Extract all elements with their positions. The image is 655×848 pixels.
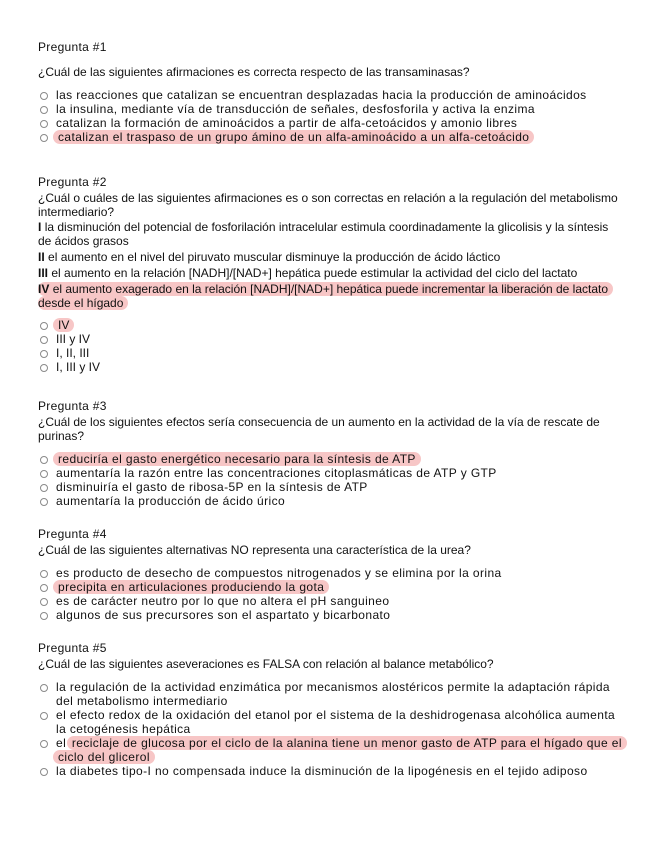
option-label: III y IV [56, 332, 91, 346]
statement-highlight [38, 282, 613, 310]
option-4[interactable] [38, 130, 587, 144]
statement-2 [38, 250, 623, 264]
option-4[interactable] [38, 608, 623, 622]
option-1[interactable] [38, 88, 587, 102]
option-4[interactable] [38, 764, 623, 778]
option-label: disminuiría el gasto de ribosa-5P en la síntesis de ATP [56, 480, 368, 494]
statement-number: IV [38, 282, 50, 296]
option-label: las reacciones que catalizan se encuentran desplazadas hacia la producción de aminoácidos [56, 88, 587, 102]
option-label: catalizan la formación de aminoácidos a partir de alfa-cetoácidos y amonio libres [56, 116, 518, 130]
statement-text: el aumento exagerado en la relación [NADH]/[NAD+] hepática puede incrementar la liberación de lactato desde el hígado [38, 282, 609, 310]
question-title: Pregunta #2 [38, 175, 107, 189]
option-label: I, III y IV [56, 360, 101, 374]
radio-button[interactable] [40, 120, 48, 128]
option-label: es producto de desecho de compuestos nitrogenados y se elimina por la orina [56, 566, 502, 580]
option-3[interactable] [38, 480, 623, 494]
radio-button[interactable] [40, 92, 48, 100]
option-label-highlighted: IV [53, 318, 74, 332]
question-title: Pregunta #4 [38, 527, 107, 541]
option-label: la insulina, mediante vía de transducción de señales, desfosforila y activa la enzima [56, 102, 535, 116]
options-list [38, 452, 623, 508]
statement-text: el aumento en el nivel del piruvato muscular disminuye la producción de ácido láctico [48, 250, 501, 264]
option-label: aumentaría la producción de ácido úrico [56, 494, 286, 508]
option-label-highlighted: catalizan el traspaso de un grupo ámino de un alfa-aminoácido a un alfa-cetoácido [53, 130, 534, 144]
radio-button[interactable] [40, 612, 48, 620]
radio-button[interactable] [40, 740, 48, 748]
option-label: algunos de sus precursores son el aspartato y bicarbonato [56, 608, 391, 622]
question-3 [38, 399, 623, 508]
statement-3 [38, 266, 623, 280]
question-1 [38, 40, 587, 144]
radio-button[interactable] [40, 134, 48, 142]
statement-4 [38, 282, 623, 310]
statement-1 [38, 220, 623, 248]
option-4[interactable] [38, 360, 623, 374]
option-label: el efecto redox de la oxidación del etanol por el sistema de la deshidrogenasa alcohólica aumenta la cetogénesis hepática [56, 708, 616, 736]
option-label-highlighted: reduciría el gasto energético necesario para la síntesis de ATP [53, 452, 421, 466]
question-text: ¿Cuál de las siguientes aseveraciones es FALSA con relación al balance metabólico? [38, 657, 494, 671]
question-title: Pregunta #3 [38, 399, 107, 413]
radio-button[interactable] [40, 456, 48, 464]
option-3[interactable] [38, 346, 623, 360]
question-text: ¿Cuál de los siguientes efectos sería consecuencia de un aumento en la actividad de la vía de rescate de purinas? [38, 415, 600, 443]
option-1[interactable] [38, 318, 623, 332]
radio-button[interactable] [40, 712, 48, 720]
statement-text: el aumento en la relación [NADH]/[NAD+] hepática puede estimular la actividad del ciclo del lactato [51, 266, 578, 280]
radio-button[interactable] [40, 350, 48, 358]
option-4[interactable] [38, 494, 623, 508]
option-label: aumentaría la razón entre las concentraciones citoplasmáticas de ATP y GTP [56, 466, 497, 480]
option-prefix: el [56, 736, 67, 750]
option-label-highlighted: precipita en articulaciones produciendo la gota [53, 580, 329, 594]
radio-button[interactable] [40, 470, 48, 478]
question-2 [38, 175, 623, 374]
statements-list [38, 220, 623, 310]
option-label: la diabetes tipo-I no compensada induce la disminución de la lipogénesis en el tejido adiposo [56, 764, 588, 778]
option-2[interactable] [38, 332, 623, 346]
option-1[interactable] [38, 680, 623, 708]
option-2[interactable] [38, 102, 587, 116]
radio-button[interactable] [40, 322, 48, 330]
option-3[interactable] [38, 116, 587, 130]
options-list [38, 680, 623, 778]
question-4 [38, 527, 623, 622]
option-2[interactable] [38, 466, 623, 480]
question-title: Pregunta #5 [38, 641, 107, 655]
question-text: ¿Cuál de las siguientes afirmaciones es correcta respecto de las transaminasas? [38, 65, 470, 79]
option-2[interactable] [38, 708, 623, 736]
radio-button[interactable] [40, 584, 48, 592]
question-text: ¿Cuál o cuáles de las siguientes afirmaciones es o son correctas en relación a la regulación del metabolismo intermediario? [38, 191, 618, 219]
statement-text: la disminución del potencial de fosforilación intracelular estimula coordinadamente la glicolisis y la síntesis de ácidos grasos [38, 220, 609, 248]
question-5 [38, 641, 623, 778]
option-3[interactable] [38, 594, 623, 608]
option-2[interactable] [38, 580, 623, 594]
option-label: la regulación de la actividad enzimática por mecanismos alostéricos permite la adaptación rápida del metabolismo intermediario [56, 680, 611, 708]
statement-number: II [38, 250, 45, 264]
radio-button[interactable] [40, 598, 48, 606]
option-1[interactable] [38, 566, 623, 580]
statement-number: III [38, 266, 49, 280]
options-list [38, 88, 587, 144]
question-title: Pregunta #1 [38, 40, 107, 54]
radio-button[interactable] [40, 498, 48, 506]
radio-button[interactable] [40, 570, 48, 578]
options-list [38, 318, 623, 374]
option-label-highlighted: reciclaje de glucosa por el ciclo de la alanina tiene un menor gasto de ATP para el hígado que el ciclo del glicerol [53, 736, 627, 764]
option-label: es de carácter neutro por lo que no altera el pH sanguineo [56, 594, 390, 608]
option-1[interactable] [38, 452, 623, 466]
radio-button[interactable] [40, 106, 48, 114]
option-3[interactable] [38, 736, 623, 764]
options-list [38, 566, 623, 622]
radio-button[interactable] [40, 364, 48, 372]
question-text: ¿Cuál de las siguientes alternativas NO representa una característica de la urea? [38, 543, 471, 557]
radio-button[interactable] [40, 684, 48, 692]
option-label: I, II, III [56, 346, 90, 360]
radio-button[interactable] [40, 336, 48, 344]
radio-button[interactable] [40, 768, 48, 776]
statement-number: I [38, 220, 42, 234]
radio-button[interactable] [40, 484, 48, 492]
